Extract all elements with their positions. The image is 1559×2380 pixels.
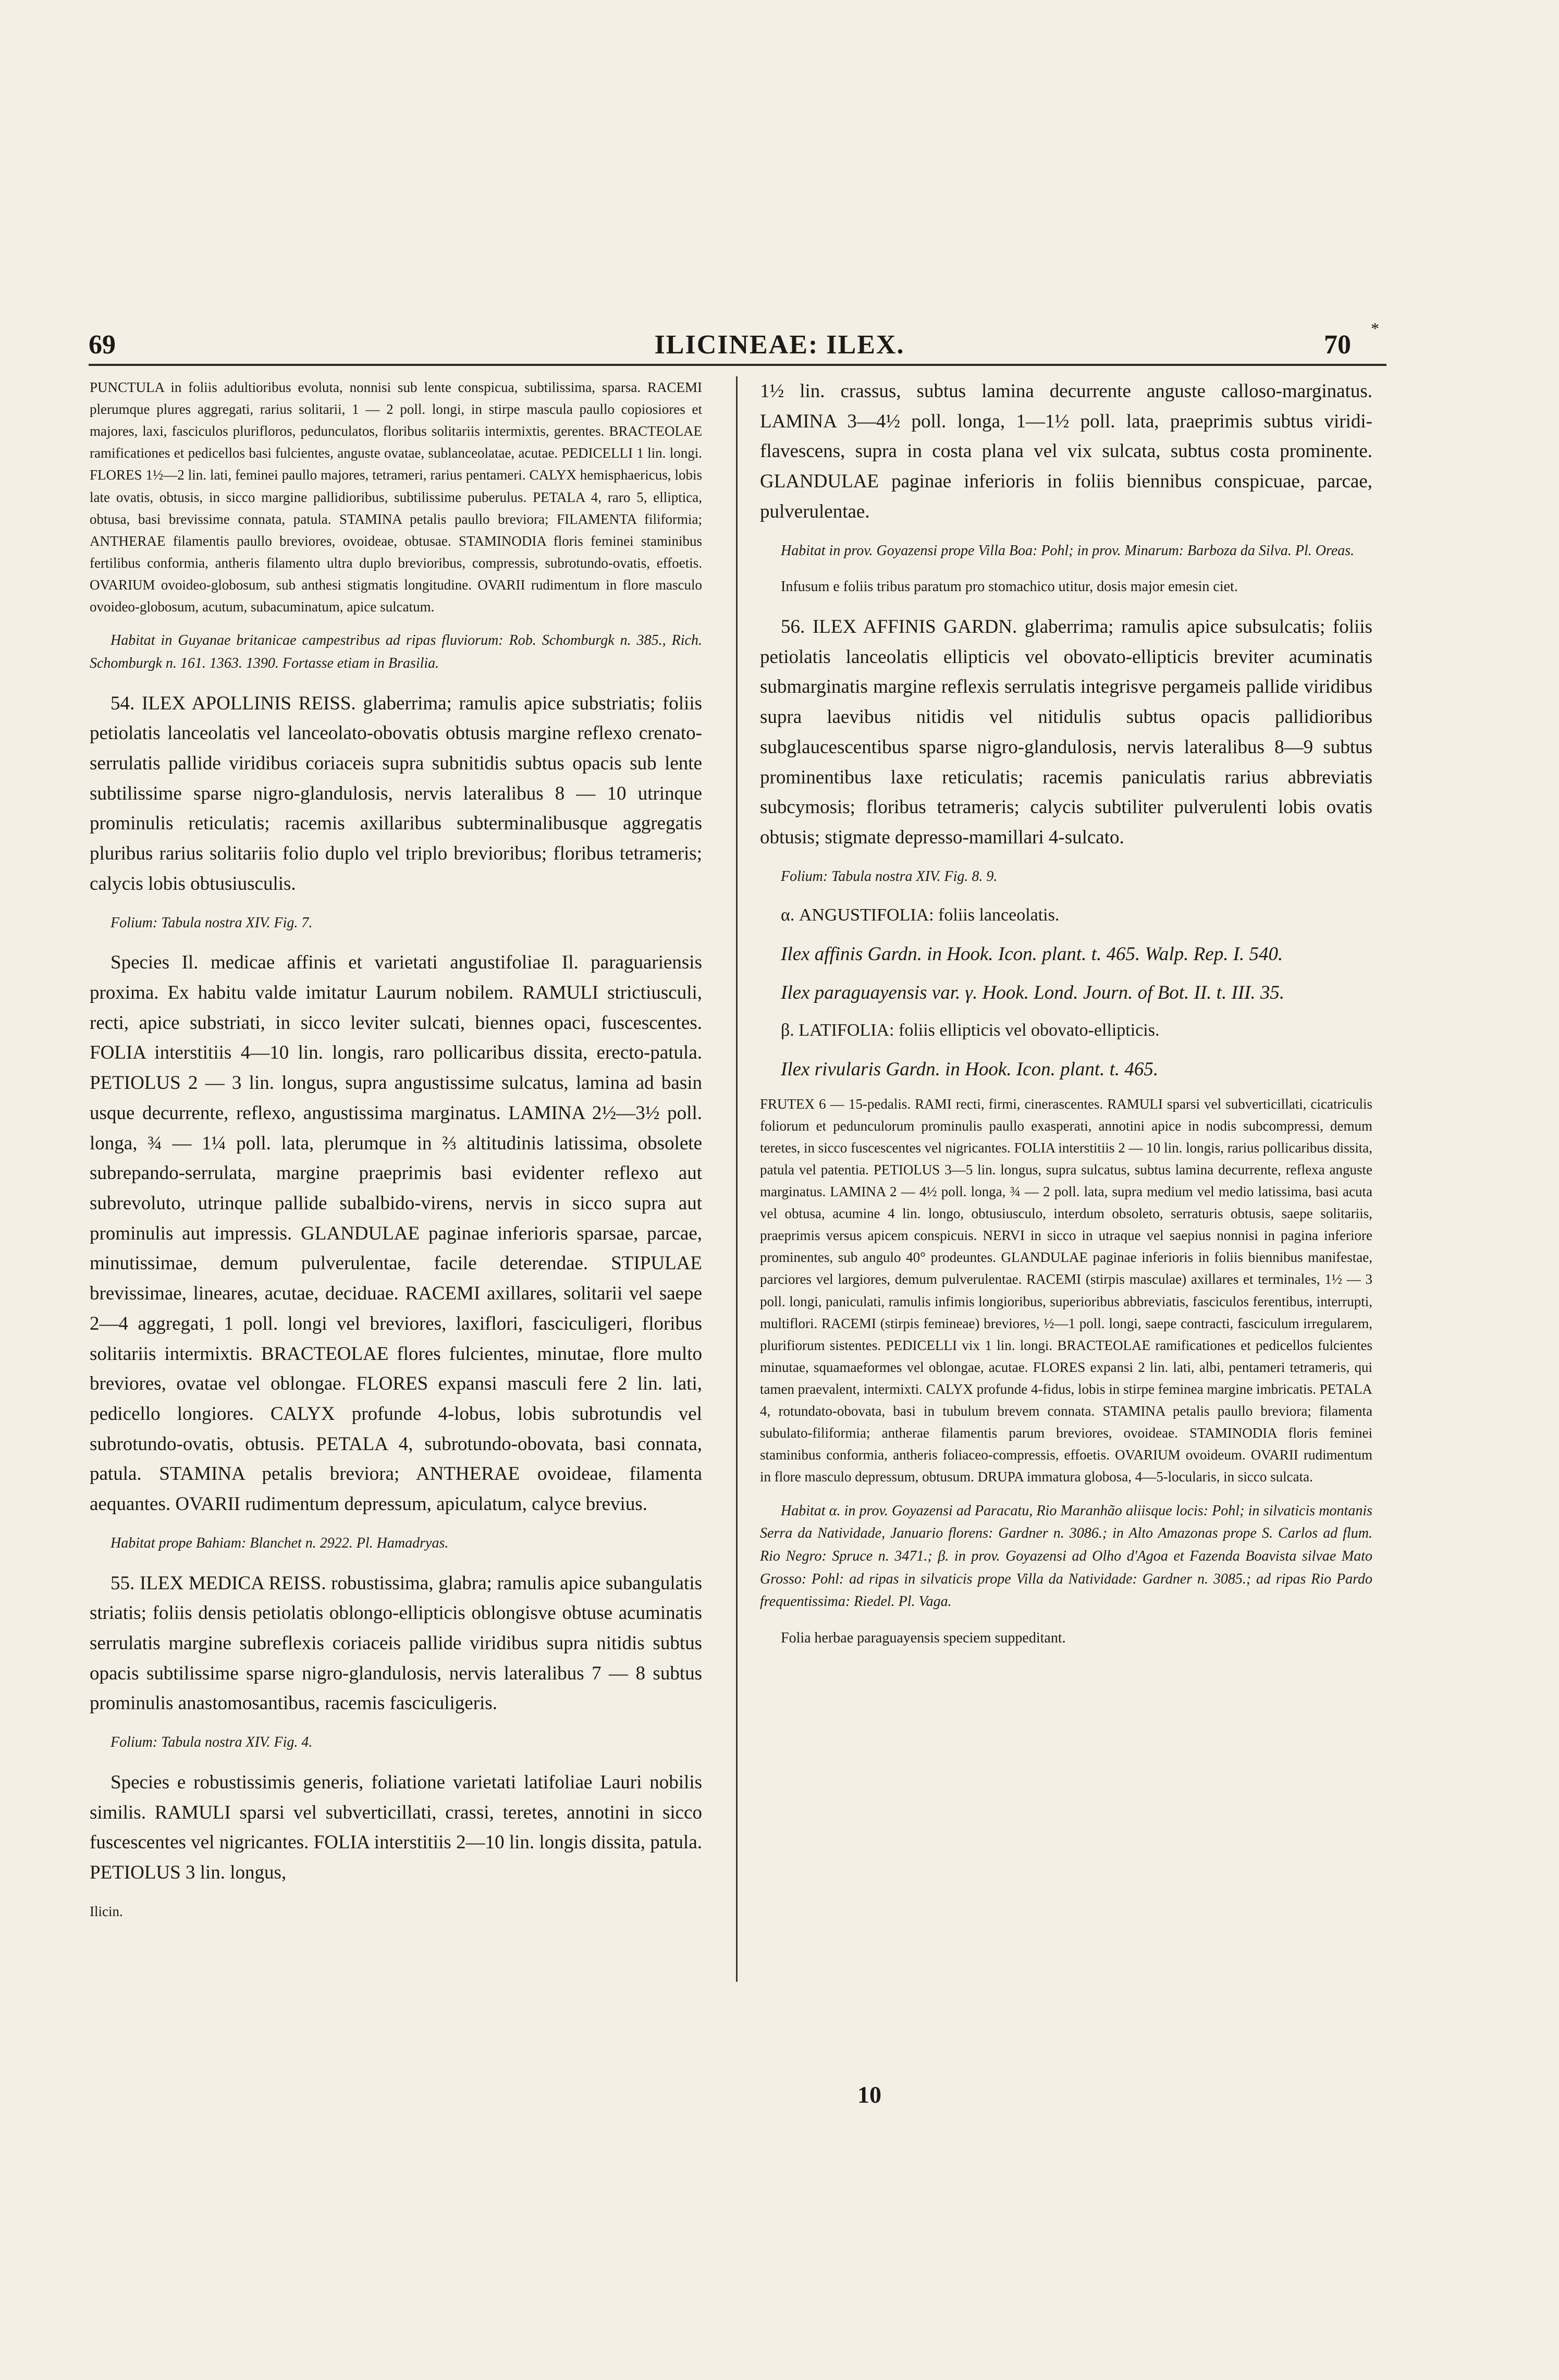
right-column bbox=[760, 376, 1372, 1663]
usage-note: Folia herbae paraguayensis speciem suppeditant. bbox=[781, 1629, 1066, 1646]
variety-alpha: α. ANGUSTIFOLIA: foliis lanceolatis. bbox=[781, 905, 1060, 925]
signature-number: 10 bbox=[857, 2081, 881, 2108]
header-mark: * bbox=[1371, 319, 1379, 338]
figure-reference: Folium: Tabula nostra XIV. Fig. 8. 9. bbox=[781, 868, 998, 885]
signature-mark: Ilicin. bbox=[90, 1903, 123, 1919]
species-56-description: FRUTEX 6 — 15-pedalis. RAMI recti, firmi, cinerascentes. RAMULI sparsi vel subverticillati, cicatriculis foliorum et pedunculorum prominulis paullo exasperati, annotini apice in nodis subcompressi, demum teretes, in sicco fuscescentes vel nigricantes. FOLIA interstitiis 2 — 10 lin. longis, rarius pollicaribus dissita, patula vel patentia. PETIOLUS 3—5 lin. longus, supra sulcatus, subtus lamina decurrente, reflexa anguste marginatus. LAMINA 2 — 4½ poll. longa, ¾ — 2 poll. lata, supra medium vel medio latissima, basi acuta vel obtusa, acumine 4 lin. longo, obtusiusculo, interdum obsoleto, serraturis obtusis, saepe solitariis, praeprimis versus apicem conspicuis. NERVI in sicco in utraque vel saepius nonnisi in pagina inferiore prominentes, sub angulo 40° prodeuntes. GLANDULAE paginae inferioris in foliis biennibus manifestae, parciores vel largiores, demum pulverulentae. RACEMI (stirpis masculae) axillares et terminales, 1½ — 3 poll. longi, paniculati, ramulis infimis longioribus, superioribus abbreviatis, fasciculos ferentibus, interrupti, multiflori. RACEMI (stirpis femineae) breviores, ½—1 poll. longi, saepe contracti, fasciculum irregularem, plurifiorum sistentes. PEDICELLI vix 1 lin. longi. BRACTEOLAE ramificationes et pedicellos fulcientes minutae, squamaeformes vel oblongae, acutae. FLORES expansi 2 lin. lati, albi, pentameri tetrameris, qui tamen praevalent, intermixti. CALYX profunde 4-fidus, lobis in stirpe feminea margine imbricatis. PETALA 4, rotundato-obovata, basi in tubulum brevem connata. STAMINA petalis paullo breviora; filamenta subulato-filiformia; antherae filamentis parum breviores, ovoideae. STAMINODIA floris feminei staminibus conformia, antheris foliaceo-compressis, effoetis. OVARIUM ovoideum. OVARII rudimentum in flore masculo depressum, obtusum. DRUPA immatura globosa, 4—5-locularis, in sicco sulcata. bbox=[760, 1096, 1372, 1485]
habitat-note: Habitat in prov. Goyazensi prope Villa Boa: Pohl; in prov. Minarum: Barboza da Silva. Pl. Oreas. bbox=[781, 542, 1355, 559]
synonym-citation: Ilex rivularis Gardn. in Hook. Icon. plant. t. 465. bbox=[781, 1058, 1159, 1080]
figure-reference: Folium: Tabula nostra XIV. Fig. 4. bbox=[111, 1734, 313, 1751]
header-rule bbox=[89, 364, 1386, 366]
page-number-left: 69 bbox=[89, 330, 116, 360]
description-paragraph: PUNCTULA in foliis adultioribus evoluta, nonnisi sub lente conspicua, subtilissima, sparsa. RACEMI plerumque plures aggregati, rarius solitarii, 1 — 2 poll. longi, in stirpe mascula paullo copiosiores et majores, laxi, fasciculos plurifloros, pedunculatos, floribus solitariis intermixtis, gerentes. BRACTEOLAE ramificationes et pedicellos basi fulcientes, anguste ovatae, sublanceolatae, acutae. PEDICELLI 1 lin. longi. FLORES 1½—2 lin. lati, feminei paullo majores, tetrameri, rarius pentameri. CALYX hemisphaericus, lobis late ovatis, obtusis, in sicco margine pallidioribus, subtilissime puberulus. PETALA 4, raro 5, elliptica, obtusa, basi brevissime connata, patula. STAMINA petalis paullo breviora; FILAMENTA filiformia; ANTHERAE filamentis paullo breviores, ovoideae, obtusae. STAMINODIA floris feminei staminibus fertilibus conformia, antheris filamento ultra duplo brevioribus, compressis, subrotundo-ovatis, effoetis. OVARIUM ovoideo-globosum, sub anthesi stigmatis longitudine. OVARII rudimentum in flore masculo ovoideo-globosum, acutum, subacuminatum, apice sulcatum. bbox=[90, 379, 702, 615]
synonym-citation: Ilex paraguayensis var. γ. Hook. Lond. Journ. of Bot. II. t. III. 35. bbox=[781, 982, 1285, 1004]
habitat-note: Habitat prope Bahiam: Blanchet n. 2922. Pl. Hamadryas. bbox=[111, 1535, 449, 1551]
species-56-diagnosis: 56. ILEX AFFINIS GARDN. glaberrima; ramulis apice subsulcatis; foliis petiolatis lanceolatis ellipticis vel obovato-ellipticis breviter acuminatis submarginatis margine reflexis serrulatis integrisve pergameis pallide viridibus supra laevibus nitidis vel nitidulis subtus opacis pallidioribus subglaucescentibus sparse nigro-glandulosis, nervis lateralibus 8—9 subtus prominentibus laxe reticulatis; racemis paniculatis rarius abbreviatis subcymosis; floribus tetrameris; calycis subtiliter pulverulenti lobis ovatis obtusis; stigmate depresso-mamillari 4-sulcato. bbox=[760, 616, 1372, 848]
variety-beta: β. LATIFOLIA: foliis ellipticis vel obovato-ellipticis. bbox=[781, 1020, 1160, 1040]
usage-note: Infusum e foliis tribus paratum pro stomachico utitur, dosis major emesin ciet. bbox=[781, 579, 1238, 595]
running-title: ILICINEAE: ILEX. bbox=[654, 330, 905, 360]
species-55-continuation: 1½ lin. crassus, subtus lamina decurrente anguste calloso-marginatus. LAMINA 3—4½ poll. longa, 1—1½ poll. lata, praeprimis subtus viridi-flavescens, supra in costa plana vel vix sulcata, subtus costa prominente. GLANDULAE paginae inferioris in foliis biennibus conspicuae, parcae, pulverulentae. bbox=[760, 381, 1372, 522]
page-number-right: 70 bbox=[1324, 330, 1351, 360]
habitat-note: Habitat α. in prov. Goyazensi ad Paracatu, Rio Maranhão aliisque locis: Pohl; in silvaticis montanis Serra da Natividade, Januario florens: Gardner n. 3086.; in Alto Amazonas prope S. Carlos ad flum. Rio Negro: Spruce n. 3471.; β. in prov. Goyazensi ad Olho d'Agoa et Fazenda Boavista silvae Mato Grosso: Pohl: ad ripas in silvaticis prope Villa da Natividade: Gardner n. 3085.; ad ripas Rio Pardo frequentissima: Riedel. Pl. Vaga. bbox=[760, 1502, 1372, 1610]
synonym-citation: Ilex affinis Gardn. in Hook. Icon. plant. t. 465. Walp. Rep. I. 540. bbox=[781, 943, 1283, 965]
habitat-note: Habitat in Guyanae britanicae campestribus ad ripas fluviorum: Rob. Schomburgk n. 385., Rich. Schomburgk n. 161. 1363. 1390. Fortasse etiam in Brasilia. bbox=[90, 632, 702, 671]
left-column bbox=[90, 376, 702, 1922]
species-54-diagnosis: 54. ILEX APOLLINIS REISS. glaberrima; ramulis apice substriatis; foliis petiolatis lanceolatis vel lanceolato-obovatis obtusis margine reflexo crenato-serrulatis pallide viridibus coriaceis supra subnitidis subtus opacis sub lente subtilissime sparse nigro-glandulosis, nervis lateralibus 8 — 10 utrinque prominulis reticulatis; racemis axillaribus subterminalibusque aggregatis pluribus rarius solitariis folio duplo vel triplo brevioribus; floribus tetrameris; calycis lobis obtusiusculis. bbox=[90, 692, 702, 894]
species-55-diagnosis: 55. ILEX MEDICA REISS. robustissima, glabra; ramulis apice subangulatis striatis; foliis densis petiolatis oblongo-ellipticis oblongisve obtuse acuminatis serrulatis margine subreflexis coriaceis pallide viridibus supra nitidis subtus opacis subtilissime sparse nigro-glandulosis, nervis lateralibus 7 — 8 subtus prominulis anastomosantibus, racemis fasciculigeris. bbox=[90, 1572, 702, 1714]
species-55-description: Species e robustissimis generis, foliatione varietati latifoliae Lauri nobilis similis. RAMULI sparsi vel subverticillati, crassi, teretes, annotini in sicco fuscescentes vel nigricantes. FOLIA interstitiis 2—10 lin. longis dissita, patula. PETIOLUS 3 lin. longus, bbox=[90, 1771, 702, 1883]
figure-reference: Folium: Tabula nostra XIV. Fig. 7. bbox=[111, 914, 313, 931]
species-54-description: Species Il. medicae affinis et varietati angustifoliae Il. paraguariensis proxima. Ex habitu valde imitatur Laurum nobilem. RAMULI strictiusculi, recti, apice substriati, in sicco leviter sulcati, biennes opaci, fuscescentes. FOLIA interstitiis 4—10 lin. longis, raro pollicaribus dissita, erecto-patula. PETIOLUS 2 — 3 lin. longus, supra angustissime sulcatus, lamina ad basin usque decurrente, reflexo, angustissima marginatus. LAMINA 2½—3½ poll. longa, ¾ — 1¼ poll. lata, plerumque in ⅔ altitudinis latissima, obsolete subrepando-serrulata, margine praeprimis basi evidenter reflexo aut subrevoluto, utrinque pallide subalbido-virens, nervis in sicco supra aut prominulis aut impressis. GLANDULAE paginae inferioris sparsae, parcae, minutissimae, demum pulverulentae, facile deterendae. STIPULAE brevissimae, lineares, acutae, deciduae. RACEMI axillares, solitarii vel saepe 2—4 aggregati, 1 poll. longi vel breviores, laxiflori, fasciculigeri, floribus solitariis intermixtis. BRACTEOLAE flores fulcientes, minutae, flore multo breviores, ovatae vel oblongae. FLORES expansi masculi fere 2 lin. lati, pedicello longiores. CALYX profunde 4-lobus, lobis subrotundis vel subrotundo-ovatis, obtusis. PETALA 4, subrotundo-obovata, basi connata, patula. STAMINA petalis breviora; ANTHERAE ovoideae, filamenta aequantes. OVARII rudimentum depressum, apiculatum, calyce brevius. bbox=[90, 952, 702, 1515]
column-divider bbox=[736, 376, 738, 1982]
